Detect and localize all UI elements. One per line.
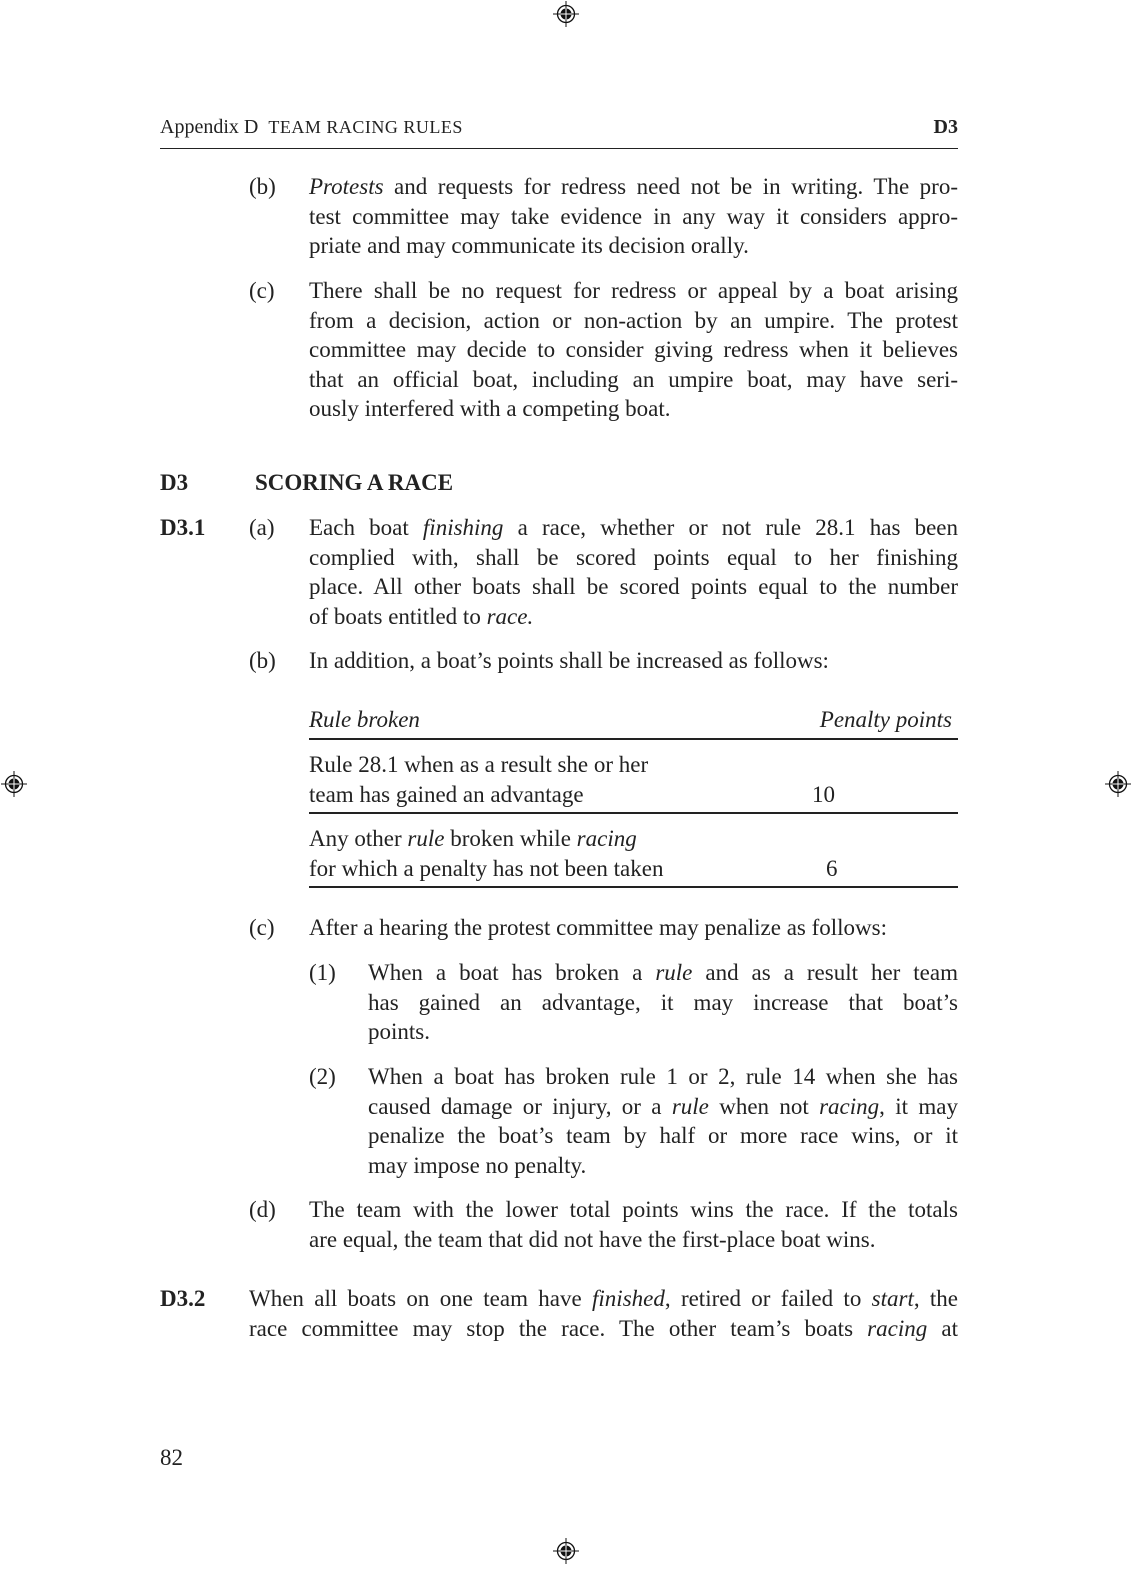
paragraph-d2-c: [309, 276, 958, 424]
subitem-label: (1): [309, 960, 336, 985]
registration-mark-icon: [553, 1, 579, 27]
text-segment: from a decision, action or non-action by an umpire. The protest: [309, 307, 958, 333]
text-segment: , it may: [879, 1093, 958, 1119]
text-line: [309, 543, 958, 573]
text-segment: , the: [913, 1286, 959, 1311]
italic-term: finished: [592, 1286, 665, 1311]
paragraph-d2-b: [309, 172, 958, 261]
text-segment: broken while: [444, 826, 577, 851]
text-segment: race committee may stop the race. The other team’s boats: [249, 1315, 868, 1341]
text-segment: In addition, a boat’s points shall be increased as follows:: [309, 648, 829, 673]
italic-term: race.: [486, 603, 534, 629]
text-line: [309, 750, 729, 780]
text-line: [309, 854, 729, 884]
text-line: [368, 1092, 958, 1122]
item-label: (d): [249, 1197, 276, 1222]
text-segment: may impose no penalty.: [368, 1152, 587, 1178]
item-label: (b): [249, 648, 276, 673]
paragraph-d31-c: [309, 913, 958, 943]
italic-term: start: [871, 1286, 914, 1311]
text-line: [309, 1195, 958, 1225]
table-rule: [309, 738, 958, 740]
rule-number: D3.1: [160, 515, 206, 540]
text-segment: at: [927, 1315, 958, 1341]
paragraph-d31-a: [309, 513, 958, 631]
paragraph-d32: [249, 1284, 958, 1343]
text-line: [249, 1314, 958, 1344]
table-row-points: 6: [826, 856, 838, 881]
text-segment: After a hearing the protest committee may penalize as follows:: [309, 915, 887, 940]
header-rule: [160, 148, 958, 149]
text-line: [249, 1284, 958, 1314]
page-number: 82: [160, 1445, 183, 1470]
text-line: [309, 202, 958, 232]
item-label: (c): [249, 278, 275, 303]
text-segment: When all boats on one team have: [249, 1286, 593, 1311]
text-segment: , retired or failed to: [664, 1286, 872, 1311]
text-line: [309, 335, 958, 365]
text-segment: There shall be no request for redress or appeal by a boat arising: [309, 278, 958, 303]
italic-term: racing: [867, 1315, 928, 1341]
text-segment: place. All other boats shall be scored points equal to the number: [309, 574, 958, 600]
text-line: [368, 988, 958, 1018]
text-segment: for which a penalty has not been taken: [309, 855, 664, 881]
text-segment: When a boat has broken rule 1 or 2, rule 14 when she has: [368, 1064, 958, 1089]
text-line: [309, 602, 958, 632]
text-segment: that an official boat, including an umpire boat, may have seri-: [309, 366, 958, 392]
text-line: [309, 913, 958, 943]
table-header-points: Penalty points: [819, 707, 952, 732]
text-segment: Each boat: [309, 515, 423, 540]
text-line: [309, 172, 958, 202]
text-line: [368, 1017, 958, 1047]
table-row-points: 10: [812, 782, 835, 807]
italic-term: racing: [576, 826, 637, 851]
item-label: (b): [249, 174, 276, 199]
text-line: [309, 231, 958, 261]
rule-number: D3.2: [160, 1286, 206, 1311]
running-header: [160, 114, 958, 140]
table-row-rule: [309, 824, 729, 883]
text-line: [368, 958, 958, 988]
text-line: [309, 276, 958, 306]
text-segment: committee may decide to consider giving redress when it believes: [309, 337, 958, 363]
registration-mark-icon: [553, 1538, 579, 1564]
text-line: [309, 306, 958, 336]
header-appendix: Appendix D: [160, 116, 259, 138]
text-segment: Rule 28.1 when as a result she or her: [309, 752, 649, 777]
table-row-rule: [309, 750, 729, 809]
section-number: D3: [160, 470, 189, 495]
text-segment: are equal, the team that did not have the first-place boat wins.: [309, 1226, 876, 1252]
text-segment: has gained an advantage, it may increase that boat’s: [368, 989, 958, 1015]
text-segment: caused damage or injury, or a: [368, 1093, 672, 1119]
text-segment: test committee may take evidence in any way it considers appro-: [309, 203, 958, 229]
italic-term: racing: [819, 1093, 880, 1119]
text-segment: and as a result her team: [692, 960, 958, 985]
text-segment: points.: [368, 1019, 430, 1045]
table-rule: [309, 812, 958, 814]
text-line: [309, 572, 958, 602]
text-line: [309, 365, 958, 395]
registration-mark-icon: [1, 771, 27, 797]
text-segment: complied with, shall be scored points equal to her finishing: [309, 544, 958, 570]
paragraph-d31-b: [309, 646, 958, 676]
text-line: [309, 646, 958, 676]
subitem-label: (2): [309, 1064, 336, 1089]
italic-term: rule: [671, 1093, 709, 1119]
italic-term: rule: [655, 960, 693, 985]
table-rule: [309, 886, 958, 888]
text-segment: priate and may communicate its decision orally.: [309, 233, 749, 259]
registration-mark-icon: [1105, 771, 1131, 797]
text-segment: When a boat has broken a: [368, 960, 656, 985]
paragraph-d31-c2: [368, 1062, 958, 1180]
text-line: [309, 780, 729, 810]
italic-term: finishing: [422, 515, 504, 540]
text-segment: team has gained an advantage: [309, 781, 584, 807]
text-segment: when not: [708, 1093, 820, 1119]
paragraph-d31-c1: [368, 958, 958, 1047]
text-segment: ously interfered with a competing boat.: [309, 396, 671, 422]
text-line: [309, 394, 958, 424]
item-label: (a): [249, 515, 275, 540]
text-line: [309, 513, 958, 543]
text-line: [309, 824, 729, 854]
table-header-rule: Rule broken: [309, 707, 420, 732]
text-segment: Any other: [309, 826, 408, 851]
text-segment: The team with the lower total points wins the race. If the totals: [309, 1197, 958, 1222]
italic-term: Protests: [309, 174, 384, 199]
text-line: [309, 1225, 958, 1255]
text-segment: penalize the boat’s team by half or more race wins, or it: [368, 1123, 958, 1149]
text-segment: a race, whether or not rule 28.1 has been: [503, 515, 958, 540]
item-label: (c): [249, 915, 275, 940]
header-title: TEAM RACING RULES: [268, 117, 463, 137]
header-section: D3: [933, 116, 958, 138]
text-segment: of boats entitled to: [309, 603, 487, 629]
italic-term: rule: [407, 826, 445, 851]
text-line: [368, 1121, 958, 1151]
text-line: [368, 1151, 958, 1181]
text-segment: and requests for redress need not be in writing. The pro-: [383, 174, 958, 199]
section-title: SCORING A RACE: [255, 470, 454, 495]
text-line: [368, 1062, 958, 1092]
paragraph-d31-d: [309, 1195, 958, 1254]
